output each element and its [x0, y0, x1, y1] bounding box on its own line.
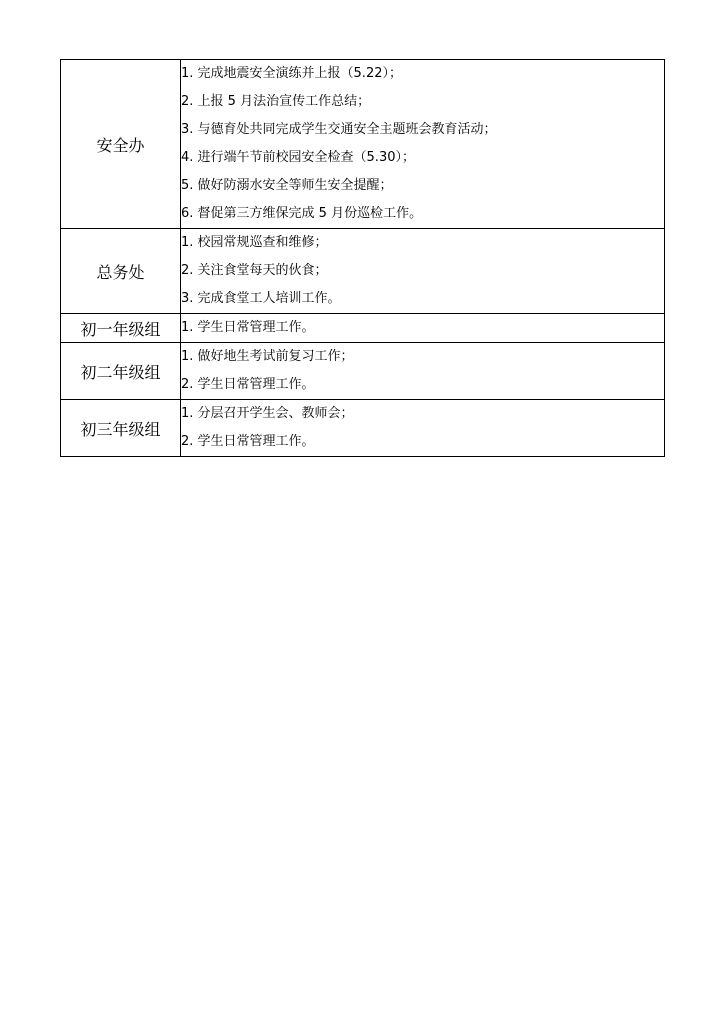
task-item: 5. 做好防溺水安全等师生安全提醒；: [181, 178, 393, 193]
dept-cell: 初二年级组: [61, 343, 181, 400]
task-item: 6. 督促第三方维保完成 5 月份巡检工作。: [181, 206, 423, 221]
dept-cell: 总务处: [61, 229, 181, 314]
tasks-cell: [181, 314, 665, 343]
dept-cell: 初一年级组: [61, 314, 181, 343]
task-item: 4. 进行端午节前校园安全检查（5.30）；: [181, 150, 415, 165]
tasks-cell: [181, 229, 665, 314]
work-plan-table: [60, 59, 665, 457]
task-item: 1. 完成地震安全演练并上报（5.22）；: [181, 66, 402, 81]
table-row-grade-8: [61, 343, 665, 400]
table-row-safety-office: [61, 60, 665, 229]
table-row-general-affairs: [61, 229, 665, 314]
task-item: 1. 做好地生考试前复习工作；: [181, 349, 354, 364]
task-item: 1. 分层召开学生会、教师会；: [181, 406, 354, 421]
dept-cell: 初三年级组: [61, 400, 181, 457]
tasks-cell: [181, 60, 665, 229]
table-row-grade-7: [61, 314, 665, 343]
task-item: 2. 学生日常管理工作。: [181, 434, 315, 449]
table-row-grade-9: [61, 400, 665, 457]
task-item: 3. 完成食堂工人培训工作。: [181, 291, 341, 306]
task-item: 1. 校园常规巡查和维修；: [181, 235, 328, 250]
task-item: 2. 学生日常管理工作。: [181, 377, 315, 392]
task-item: 2. 关注食堂每天的伙食；: [181, 263, 328, 278]
task-item: 2. 上报 5 月法治宣传工作总结；: [181, 94, 371, 109]
tasks-cell: [181, 343, 665, 400]
task-item: 1. 学生日常管理工作。: [181, 320, 315, 335]
task-item: 3. 与德育处共同完成学生交通安全主题班会教育活动；: [181, 122, 497, 137]
dept-cell: 安全办: [61, 60, 181, 229]
tasks-cell: [181, 400, 665, 457]
